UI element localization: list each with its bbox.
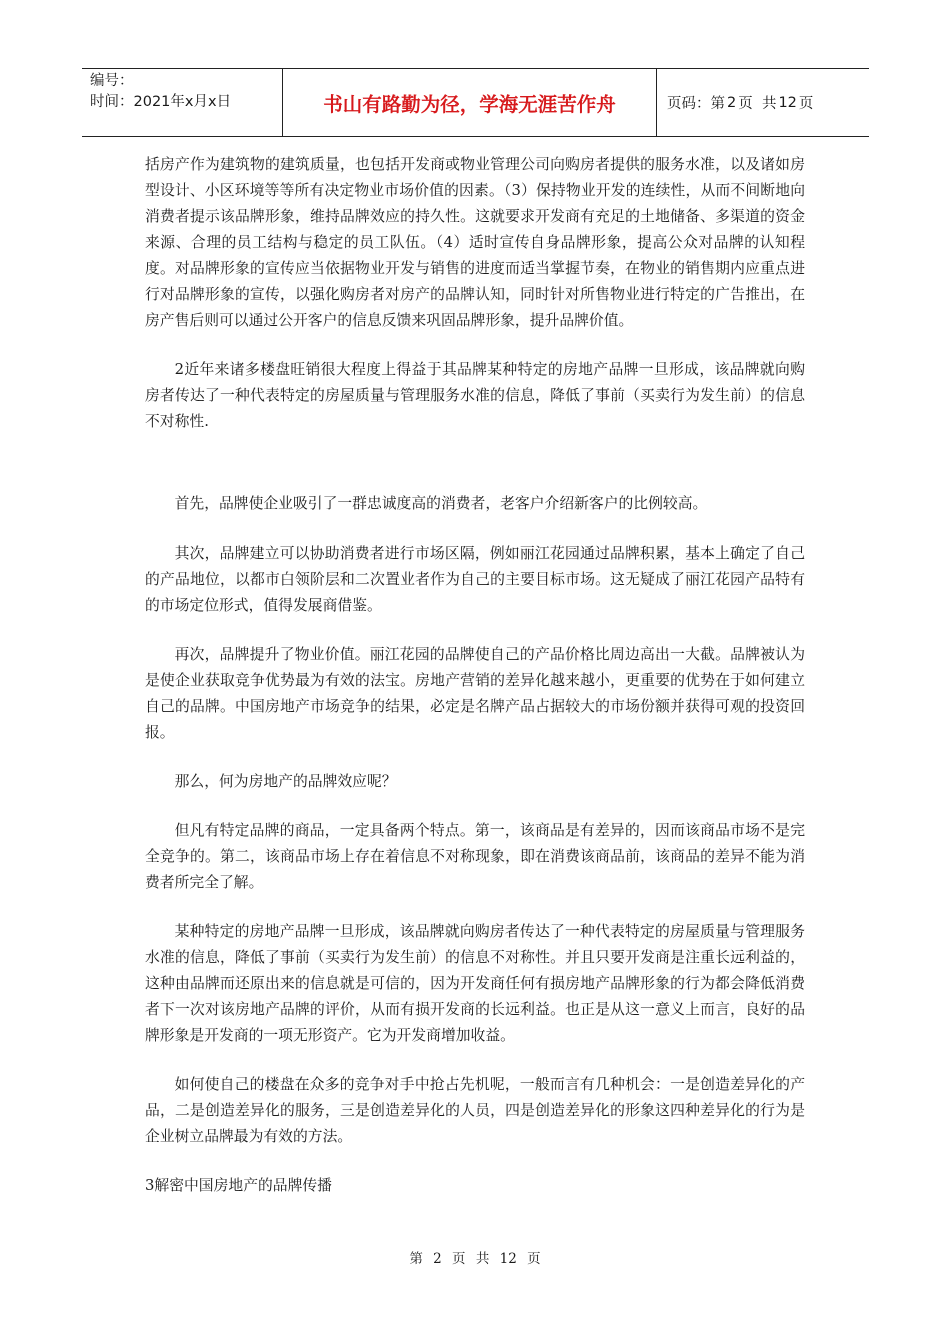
paragraph: 如何使自己的楼盘在众多的竞争对手中抢占先机呢，一般而言有几种机会：一是创造差异化的产品，二是创造差异化的服务，三是创造差异化的人员，四是创造差异化的形象这四种差异化的行为是企业树立品牌最为有效的方法。 xyxy=(145,1076,805,1145)
page-header xyxy=(82,68,869,137)
page-footer: 第 2 页 共 12 页 xyxy=(409,1251,541,1267)
paragraph: 括房产作为建筑物的建筑质量，也包括开发商或物业管理公司向购房者提供的服务水准，以及诸如房型设计、小区环境等等所有决定物业市场价值的因素。（3）保持物业开发的连续性，从而不间断地向消费者提示该品牌形象，维持品牌效应的持久性。这就要求开发商有充足的土地储备、多渠道的资金来源、合理的员工结构与稳定的员工队伍。（4）适时宣传自身品牌形象，提高公众对品牌的认知程度。对品牌形象的宣传应当依据物业开发与销售的进度而适当掌握节奏，在物业的销售期内应重点进行对品牌形象的宣传，以强化购房者对房产的品牌认知，同时针对所售物业进行特定的广告推出，在房产售后则可以通过公开客户的信息反馈来巩固品牌形象，提升品牌价值。 xyxy=(145,156,805,329)
document-time: 时间：2021年x月x日 xyxy=(90,94,232,110)
page-prefix: 页码：第 xyxy=(667,96,725,112)
total-page-number: 12 xyxy=(778,94,797,111)
paragraph: 某种特定的房地产品牌一旦形成，该品牌就向购房者传达了一种代表特定的房屋质量与管理服务水准的信息，降低了事前（买卖行为发生前）的信息不对称性。并且只要开发商是注重长远利益的，这种由品牌而还原出来的信息就是可信的，因为开发商任何有损房地产品牌形象的行为都会降低消费者下一次对该房地产品牌的评价，从而有损开发商的长远利益。也正是从这一意义上而言，良好的品牌形象是开发商的一项无形资产。它为开发商增加收益。 xyxy=(145,923,805,1044)
paragraph: 首先，品牌使企业吸引了一群忠诚度高的消费者，老客户介绍新客户的比例较高。 xyxy=(174,495,708,512)
paragraph: 那么，何为房地产的品牌效应呢？ xyxy=(174,773,397,790)
paragraph: 2近年来诸多楼盘旺销很大程度上得益于其品牌某种特定的房地产品牌一旦形成，该品牌就向购房者传达了一种代表特定的房屋质量与管理服务水准的信息，降低了事前（买卖行为发生前）的信息不对称性. xyxy=(145,361,805,430)
header-meta xyxy=(82,69,283,136)
paragraph: 再次，品牌提升了物业价值。丽江花园的品牌使自己的产品价格比周边高出一大截。品牌被认为是使企业获取竞争优势最为有效的法宝。房地产营销的差异化越来越小，更重要的优势在于如何建立自己的品牌。中国房地产市场竞争的结果，必定是名牌产品占据较大的市场份额并获得可观的投资回报。 xyxy=(145,646,805,741)
header-page-info xyxy=(657,69,869,136)
paragraph: 其次，品牌建立可以协助消费者进行市场区隔，例如丽江花园通过品牌积累，基本上确定了自己的产品地位，以都市白领阶层和二次置业者作为自己的主要目标市场。这无疑成了丽江花园产品特有的市场定位形式，值得发展商借鉴。 xyxy=(145,545,805,614)
section-heading: 3解密中国房地产的品牌传播 xyxy=(145,1177,332,1194)
page-suffix: 页 xyxy=(798,96,814,112)
current-page-number: 2 xyxy=(727,94,737,111)
header-motto: 书山有路勤为径，学海无涯苦作舟 xyxy=(283,69,657,136)
paragraph: 但凡有特定品牌的商品，一定具备两个特点。第一，该商品是有差异的，因而该商品市场不是完全竞争的。第二，该商品市场上存在着信息不对称现象，即在消费该商品前，该商品的差异不能为消费者所完全了解。 xyxy=(145,822,805,891)
page-mid: 页 共 xyxy=(738,96,777,112)
document-number-label: 编号： xyxy=(90,73,134,89)
document-body xyxy=(145,152,805,1199)
